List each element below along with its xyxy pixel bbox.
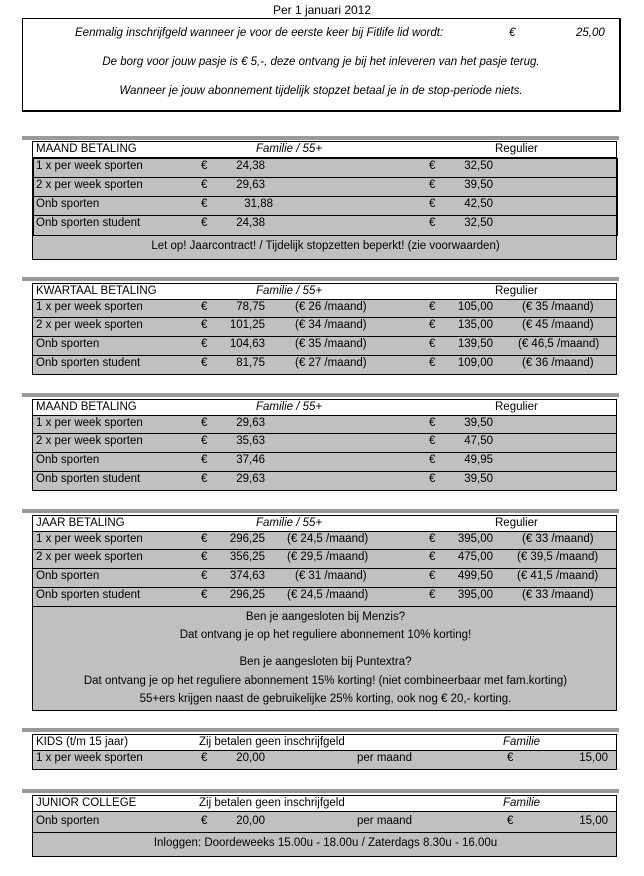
row-label: Onb sporten	[36, 338, 100, 350]
section-title: JAAR BETALING	[36, 517, 125, 529]
row-label: 1 x per week sporten	[36, 417, 143, 429]
section-header	[32, 141, 617, 158]
col-familie-label: Familie / 55+	[256, 517, 323, 529]
regulier-price: 32,50	[464, 160, 493, 172]
row-label: Onb sporten student	[36, 589, 141, 601]
currency-symbol: €	[429, 589, 436, 601]
regulier-per-month: (€ 36 /maand)	[522, 357, 594, 369]
currency-symbol: €	[429, 319, 436, 331]
familie-per-month: (€ 31 /maand)	[295, 570, 367, 582]
row-label: 2 x per week sporten	[36, 179, 143, 191]
registration-fee-amount: 25,00	[576, 27, 605, 39]
section-body	[32, 158, 617, 260]
regulier-price: 139,50	[457, 338, 493, 350]
col-familie-label: Familie / 55+	[256, 401, 323, 413]
col-familie-label: Familie / 55+	[256, 285, 323, 297]
currency-symbol: €	[429, 217, 436, 229]
regulier-per-month: (€ 33 /maand)	[522, 589, 594, 601]
familie-price: 101,25	[229, 319, 265, 331]
regulier-price: 395,00	[457, 589, 493, 601]
registration-fee-text: Eenmalig inschrijfgeld wanneer je voor de eerste keer bij Fitlife lid wordt:	[75, 27, 444, 39]
currency-symbol: €	[429, 179, 436, 191]
familie-price: 37,46	[236, 454, 265, 466]
familie-price: 29,63	[236, 473, 265, 485]
currency-symbol: €	[429, 533, 436, 545]
currency-symbol: €	[507, 752, 514, 764]
section-subtitle: Zij betalen geen inschrijfgeld	[199, 797, 345, 809]
col-regulier-label: Regulier	[495, 517, 538, 529]
currency-symbol: €	[429, 301, 436, 313]
familie-per-month: (€ 26 /maand)	[295, 301, 367, 313]
row-label: 1 x per week sporten	[36, 533, 143, 545]
col-regulier-label: Regulier	[495, 285, 538, 297]
currency-symbol: €	[201, 752, 208, 764]
familie-per-month: (€ 24,5 /maand)	[287, 533, 369, 545]
regulier-price: 42,50	[464, 198, 493, 210]
section-maand-betaling-1	[32, 141, 617, 260]
currency-symbol: €	[429, 160, 436, 172]
page-date-title: Per 1 januari 2012	[272, 3, 372, 17]
familie-price: 104,63	[229, 338, 265, 350]
currency-symbol: €	[201, 435, 208, 447]
currency-symbol: €	[201, 815, 208, 827]
currency-symbol: €	[429, 551, 436, 563]
currency-symbol: €	[429, 473, 436, 485]
currency-symbol: €	[201, 551, 208, 563]
section-body	[32, 532, 617, 711]
section-header	[32, 795, 617, 812]
regulier-per-month: (€ 33 /maand)	[522, 533, 594, 545]
row-label: Onb sporten student	[36, 357, 141, 369]
per-month-label: per maand	[357, 815, 412, 827]
currency-symbol: €	[201, 217, 208, 229]
familie-per-month: (€ 35 /maand)	[295, 338, 367, 350]
regulier-price: 109,00	[457, 357, 493, 369]
regulier-price: 49,95	[464, 454, 493, 466]
section-title: MAAND BETALING	[36, 401, 137, 413]
col-familie-label: Familie	[503, 797, 541, 809]
row-label: Onb sporten	[36, 454, 100, 466]
row-label: 2 x per week sporten	[36, 319, 143, 331]
familie-price: 35,63	[236, 435, 265, 447]
familie-price: 81,75	[236, 357, 265, 369]
familie-per-month: (€ 34 /maand)	[295, 319, 367, 331]
regulier-price: 39,50	[464, 417, 493, 429]
familie-price: 296,25	[229, 533, 265, 545]
intro-line-stop-period: Wanneer je jouw abonnement tijdelijk stopzet betaal je in de stop-periode niets.	[119, 85, 523, 97]
currency-symbol: €	[507, 815, 514, 827]
section-junior-college	[32, 795, 617, 857]
currency-symbol: €	[429, 198, 436, 210]
currency-symbol: €	[201, 160, 208, 172]
row-label: 1 x per week sporten	[36, 160, 143, 172]
section-kids	[32, 734, 617, 770]
regulier-price: 47,50	[464, 435, 493, 447]
row-label: 1 x per week sporten	[36, 752, 143, 764]
regulier-per-month: (€ 46,5 /maand)	[518, 338, 600, 350]
regulier-price: 32,50	[464, 217, 493, 229]
regulier-price: 499,50	[457, 570, 493, 582]
note-menzis-question: Ben je aangesloten bij Menzis?	[245, 611, 406, 623]
familie-per-month: (€ 27 /maand)	[295, 357, 367, 369]
currency-symbol: €	[201, 319, 208, 331]
familie-per-month: (€ 24,5 /maand)	[287, 589, 369, 601]
section-header	[32, 734, 617, 751]
section-title: KWARTAAL BETALING	[36, 285, 157, 297]
familie-price: 374,63	[229, 570, 265, 582]
section-maand-betaling-2	[32, 399, 617, 491]
regulier-price: 395,00	[457, 533, 493, 545]
row-label: 2 x per week sporten	[36, 551, 143, 563]
section-title: KIDS (t/m 15 jaar)	[36, 736, 129, 748]
familie-price: 29,63	[236, 179, 265, 191]
row-label: Onb sporten	[36, 198, 100, 210]
familie-price: 356,25	[229, 551, 265, 563]
note-puntextra-discount: Dat ontvang je op het reguliere abonnement 15% korting! (niet combineerbaar met fam.korting)	[83, 675, 568, 687]
price: 20,00	[236, 815, 265, 827]
per-month-label: per maand	[357, 752, 412, 764]
regulier-price: 475,00	[457, 551, 493, 563]
currency-symbol: €	[429, 338, 436, 350]
note-menzis-discount: Dat ontvang je op het reguliere abonnement 10% korting!	[179, 629, 472, 641]
section-title: JUNIOR COLLEGE	[36, 797, 137, 809]
section-header	[32, 399, 617, 416]
row-label: Onb sporten student	[36, 473, 141, 485]
regulier-per-month: (€ 45 /maand)	[522, 319, 594, 331]
currency-symbol: €	[201, 454, 208, 466]
col-regulier-label: Regulier	[495, 401, 538, 413]
col-familie-label: Familie	[503, 736, 541, 748]
familie-price: 296,25	[229, 589, 265, 601]
currency-symbol: €	[429, 417, 436, 429]
row-label: Onb sporten student	[36, 217, 141, 229]
section-header	[32, 283, 617, 300]
currency-symbol: €	[201, 533, 208, 545]
price: 20,00	[236, 752, 265, 764]
familie-price: 78,75	[236, 301, 265, 313]
regulier-price: 39,50	[464, 179, 493, 191]
section-jaar-betaling	[32, 515, 617, 711]
familie-price: 24,38	[236, 160, 265, 172]
familie-price: 15,00	[579, 752, 608, 764]
intro-line-deposit: De borg voor jouw pasje is € 5,-, deze ontvang je bij het inleveren van het pasje terug.	[102, 56, 540, 68]
regulier-per-month: (€ 39,5 /maand)	[517, 551, 599, 563]
familie-price: 15,00	[579, 815, 608, 827]
currency-symbol: €	[201, 357, 208, 369]
section-body	[32, 416, 617, 491]
familie-per-month: (€ 29,5 /maand)	[287, 551, 369, 563]
familie-price: 29,63	[236, 417, 265, 429]
row-label: Onb sporten	[36, 815, 100, 827]
section-note: Let op! Jaarcontract! / Tijdelijk stopzetten beperkt! (zie voorwaarden)	[151, 240, 500, 252]
col-familie-label: Familie / 55+	[256, 143, 323, 155]
section-title: MAAND BETALING	[36, 143, 137, 155]
currency-symbol: €	[429, 435, 436, 447]
row-label: Onb sporten	[36, 570, 100, 582]
section-subtitle: Zij betalen geen inschrijfgeld	[199, 736, 345, 748]
currency-symbol: €	[429, 570, 436, 582]
currency-symbol: €	[201, 417, 208, 429]
note-55plus-discount: 55+ers krijgen naast de gebruikelijke 25% korting, ook nog € 20,- korting.	[139, 693, 512, 705]
section-body	[32, 300, 617, 375]
currency-symbol: €	[201, 179, 208, 191]
note-puntextra-question: Ben je aangesloten bij Puntextra?	[239, 656, 412, 668]
currency-symbol: €	[201, 301, 208, 313]
regulier-per-month: (€ 41,5 /maand)	[517, 570, 599, 582]
currency-symbol: €	[201, 338, 208, 350]
intro-box	[22, 18, 621, 112]
currency-symbol: €	[201, 473, 208, 485]
currency-symbol: €	[201, 589, 208, 601]
section-header	[32, 515, 617, 532]
familie-price: 24,38	[236, 217, 265, 229]
currency-symbol: €	[201, 198, 208, 210]
section-kwartaal-betaling	[32, 283, 617, 375]
regulier-price: 135,00	[457, 319, 493, 331]
section-body	[32, 751, 617, 770]
familie-price: 31,88	[244, 198, 273, 210]
currency-symbol: €	[201, 570, 208, 582]
row-label: 1 x per week sporten	[36, 301, 143, 313]
col-regulier-label: Regulier	[495, 143, 538, 155]
registration-fee-currency: €	[509, 27, 516, 39]
row-label: 2 x per week sporten	[36, 435, 143, 447]
regulier-price: 105,00	[457, 301, 493, 313]
section-body	[32, 812, 617, 857]
opening-hours-note: Inloggen: Doordeweeks 15.00u - 18.00u / Zaterdags 8.30u - 16.00u	[153, 837, 498, 849]
currency-symbol: €	[429, 454, 436, 466]
regulier-per-month: (€ 35 /maand)	[522, 301, 594, 313]
currency-symbol: €	[429, 357, 436, 369]
regulier-price: 39,50	[464, 473, 493, 485]
